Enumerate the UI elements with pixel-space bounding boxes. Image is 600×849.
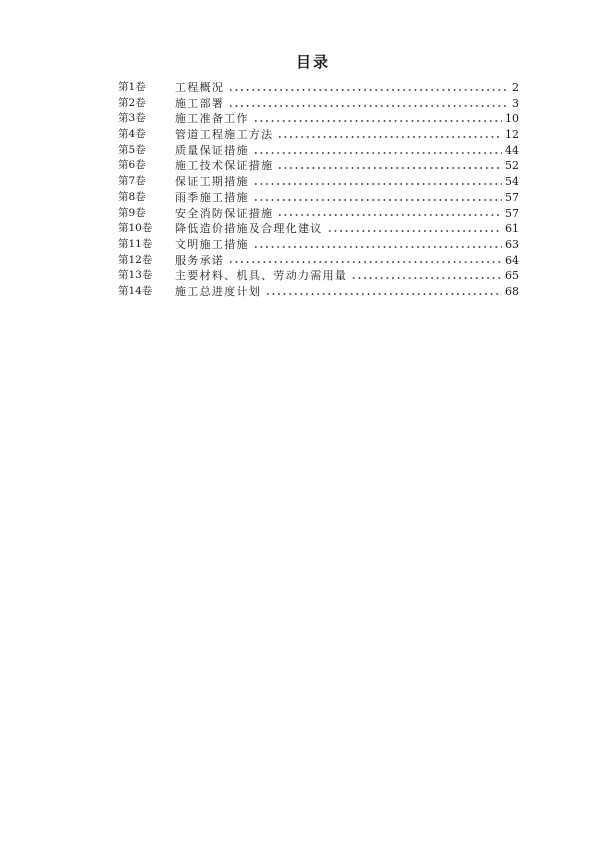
toc-page-number: 2 xyxy=(512,81,519,94)
toc-volume-label: 第1卷 xyxy=(118,81,146,93)
dot-leader xyxy=(253,150,502,156)
dot-leader xyxy=(228,87,509,93)
dot-leader xyxy=(253,197,502,203)
toc-page-number: 44 xyxy=(505,143,519,157)
toc-entry-title: 工程概况 xyxy=(175,81,225,94)
toc-entry xyxy=(118,253,519,269)
dot-leader xyxy=(253,181,502,187)
toc-entry-title: 施工部署 xyxy=(175,96,225,110)
toc-volume-label: 第6卷 xyxy=(118,159,146,172)
dot-leader xyxy=(265,291,502,297)
toc-page-number: 57 xyxy=(505,206,519,220)
toc-volume-label: 第2卷 xyxy=(118,96,146,109)
toc-entry xyxy=(118,174,519,190)
toc-entry-title: 施工技术保证措施 xyxy=(175,159,274,173)
toc-page-number: 3 xyxy=(512,96,519,110)
dot-leader xyxy=(253,244,502,250)
toc-entry xyxy=(118,158,519,174)
toc-volume-label: 第12卷 xyxy=(118,253,153,266)
toc-entry-title: 雨季施工措施 xyxy=(175,190,249,204)
toc-page-number: 57 xyxy=(505,190,519,204)
toc-page-number: 65 xyxy=(505,269,519,283)
toc-volume-label: 第14卷 xyxy=(118,284,153,297)
toc-entry xyxy=(118,237,519,253)
dot-leader xyxy=(351,275,502,281)
dot-leader xyxy=(228,259,502,265)
toc-page-number: 10 xyxy=(505,112,519,126)
toc-volume-label: 第8卷 xyxy=(118,190,146,203)
dot-leader xyxy=(327,228,502,234)
toc-entry-title: 安全消防保证措施 xyxy=(175,206,274,220)
toc-entry-title: 施工准备工作 xyxy=(175,112,249,126)
toc-entry-title: 管道工程施工方法 xyxy=(175,128,274,142)
toc-entry xyxy=(118,96,519,112)
toc-entry xyxy=(118,127,519,143)
toc-page-number: 64 xyxy=(505,253,519,267)
toc-page-number: 68 xyxy=(505,284,519,298)
toc-entry-title: 文明施工措施 xyxy=(175,237,249,251)
toc-volume-label: 第9卷 xyxy=(118,206,146,219)
dot-leader xyxy=(253,118,502,124)
dot-leader xyxy=(228,103,509,109)
dot-leader xyxy=(277,134,502,140)
toc-entry-title: 施工总进度计划 xyxy=(175,284,262,298)
toc-volume-label: 第4卷 xyxy=(118,128,146,141)
toc-entry xyxy=(118,80,519,96)
toc-entry-title: 主要材料、机具、劳动力需用量 xyxy=(175,269,348,283)
toc-volume-label: 第7卷 xyxy=(118,175,146,188)
page-title: 目录 xyxy=(295,53,330,71)
toc-entry xyxy=(118,143,519,159)
toc-volume-label: 第11卷 xyxy=(118,237,153,250)
toc-volume-label: 第5卷 xyxy=(118,143,146,156)
toc-entry xyxy=(118,206,519,222)
toc-entry-title: 降低造价措施及合理化建议 xyxy=(175,222,323,236)
toc-entry xyxy=(118,190,519,206)
toc-entry-title: 保证工期措施 xyxy=(175,175,249,189)
toc-entry xyxy=(118,221,519,237)
toc-entry-title: 质量保证措施 xyxy=(175,143,249,157)
toc-entry xyxy=(118,111,519,127)
toc-page-number: 52 xyxy=(505,159,519,173)
toc-page-number: 12 xyxy=(505,128,519,142)
dot-leader xyxy=(277,212,502,218)
toc-volume-label: 第3卷 xyxy=(118,112,146,125)
toc-entry xyxy=(118,284,519,300)
toc-volume-label: 第10卷 xyxy=(118,222,153,235)
toc-entry-title: 服务承诺 xyxy=(175,253,225,267)
toc-entry xyxy=(118,268,519,284)
toc-volume-label: 第13卷 xyxy=(118,269,153,282)
toc-page-number: 63 xyxy=(505,237,519,251)
table-of-contents xyxy=(118,80,519,300)
toc-page-number: 61 xyxy=(505,222,519,236)
dot-leader xyxy=(277,165,502,171)
toc-page-number: 54 xyxy=(505,175,519,189)
